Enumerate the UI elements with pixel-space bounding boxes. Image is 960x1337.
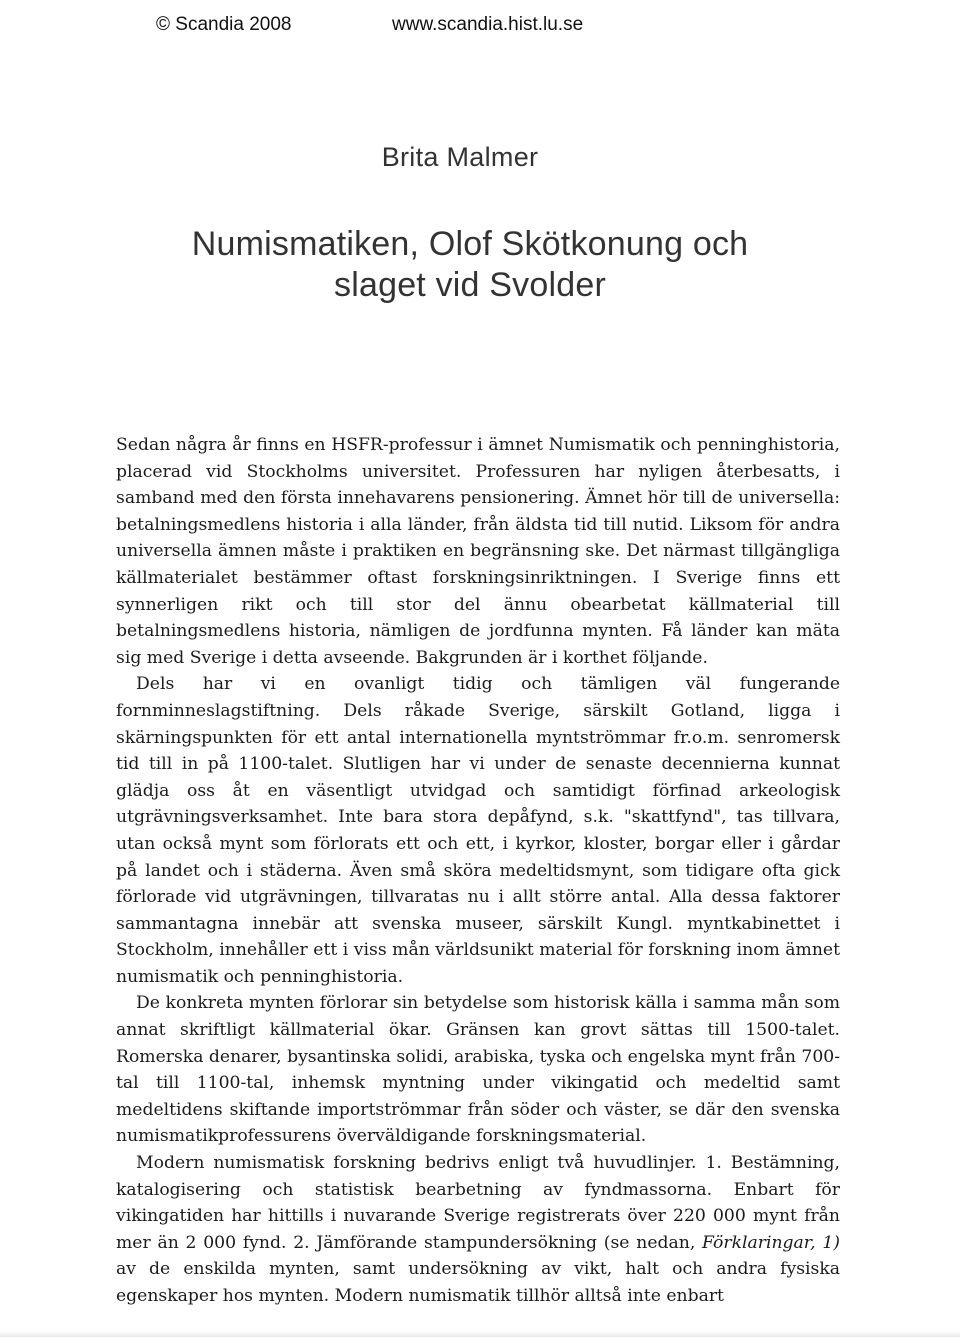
title-line-1: Numismatiken, Olof Skötkonung och — [191, 225, 749, 263]
article-body — [116, 432, 840, 1310]
footnote-reference: Förklaringar, 1) — [702, 1232, 840, 1253]
paragraph-4-text-end: av de enskilda mynten, samt undersökning av vikt, halt och andra fysiska egenskaper hos mynten. Modern numismatik tillhör alltså inte enbart — [116, 1259, 840, 1306]
journal-url[interactable]: www.scandia.hist.lu.se — [392, 14, 584, 35]
paragraph-4-text-start: Modern numismatisk forskning bedrivs enligt två huvudlinjer. 1. Bestämning, katalogisering och statistisk bearbetning av fyndmassorna. Enbart för vikingatiden har hittills i nuvarande Sverige registrerats över 220 000 mynt från mer än 2 000 fynd. 2. Jämförande stampundersökning (se nedan, — [116, 1153, 840, 1253]
paragraph-1: Sedan några år finns en HSFR-professur i ämnet Numismatik och penninghistoria, placerad vid Stockholms universitet. Professuren har nyligen återbesatts, i samband med den första innehavarens pensionering. Ämnet hör till de universella: betalningsmedlens historia i alla länder, från äldsta tid till nutid. Liksom för andra universella ämnen måste i praktiken en begränsning ske. Det närmast tillgängliga källmaterialet bestämmer oftast forskningsinriktningen. I Sverige finns ett synnerligen rikt och till stor del ännu obearbetat källmaterial till betalningsmedlens historia, nämligen de jordfunna mynten. Få länder kan mäta sig med Sverige i detta avseende. Bakgrunden är i korthet följande. — [116, 435, 840, 668]
article-author: Brita Malmer — [381, 142, 539, 172]
scan-edge — [0, 1331, 960, 1337]
copyright-notice: © Scandia 2008 — [156, 14, 292, 35]
paragraph-2: Dels har vi en ovanligt tidig och tämligen väl fungerande fornminneslagstiftning. Dels råkade Sverige, särskilt Gotland, ligga i skärningspunkten för ett antal internationella myntströmmar fr.o.m. senromersk tid till in på 1100-talet. Slutligen har vi under de senaste decennierna kunnat glädja oss åt en väsentligt utvidgad och samtidigt förfinad arkeologisk utgrävningsverksamhet. Inte bara stora depåfynd, s.k. "skattfynd", tas tillvara, utan också mynt som förlorats ett och ett, i kyrkor, kloster, borgar eller i gårdar på landet och i städerna. Även små sköra medeltidsmynt, som tidigare ofta gick förlorade vid utgrävningen, tillvaratas nu i allt större antal. Alla dessa faktorer sammantagna innebär att svenska museer, särskilt Kungl. myntkabinettet i Stockholm, innehåller ett i viss mån världsunikt material för forskning inom ämnet numismatik och penninghistoria. — [116, 674, 840, 987]
paragraph-3: De konkreta mynten förlorar sin betydelse som historisk källa i samma mån som annat skriftligt källmaterial ökar. Gränsen kan grovt sättas till 1500-talet. Romerska denarer, bysantinska solidi, arabiska, tyska och engelska mynt från 700-tal till 1100-tal, inhemsk myntning under vikingatid och medeltid samt medeltidens skiftande importströmmar från söder och väster, se där den svenska numismatikprofessurens överväldigande forskningsmaterial. — [116, 993, 840, 1147]
article-title — [0, 224, 940, 306]
paragraph-4 — [116, 1150, 840, 1310]
title-line-2: slaget vid Svolder — [334, 266, 606, 304]
